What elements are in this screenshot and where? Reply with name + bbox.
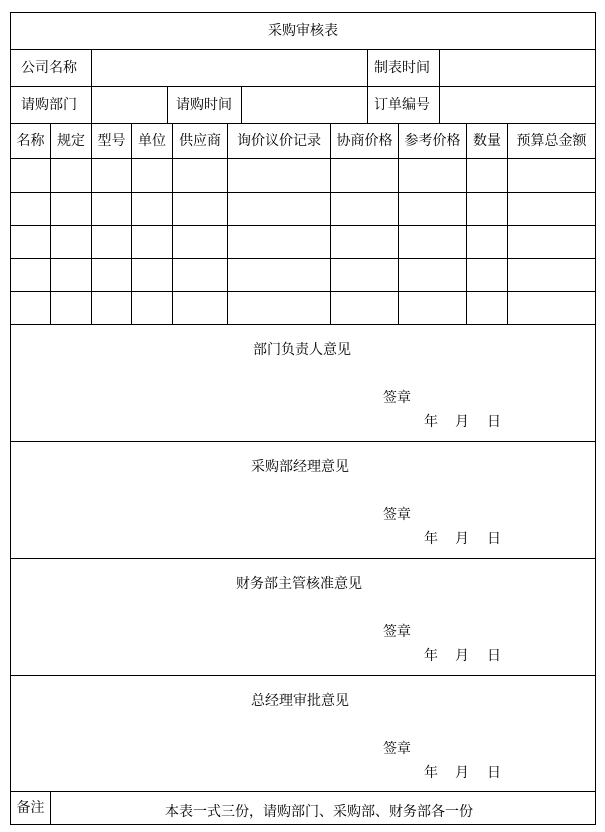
section-title: 部门负责人意见 bbox=[253, 342, 351, 358]
date-year: 年 bbox=[424, 414, 438, 430]
remark-label: 备注 bbox=[11, 792, 51, 824]
remark-row bbox=[11, 792, 595, 824]
date-year: 年 bbox=[424, 765, 438, 781]
general-manager-approval-section[interactable] bbox=[11, 676, 595, 792]
form-title-text: 采购审核表 bbox=[268, 23, 338, 39]
section-title: 采购部经理意见 bbox=[251, 459, 349, 475]
requesting-dept-field[interactable] bbox=[92, 87, 168, 124]
order-number-label: 订单编号 bbox=[368, 87, 440, 124]
col-header-supplier: 供应商 bbox=[173, 124, 228, 159]
col-header-negotiated-price: 协商价格 bbox=[331, 124, 399, 159]
item-table bbox=[11, 124, 595, 324]
signature-label: 签章 bbox=[383, 624, 411, 640]
date-month: 月 bbox=[455, 414, 469, 430]
date-day: 日 bbox=[487, 531, 501, 547]
signature-label: 签章 bbox=[383, 741, 411, 757]
purchase-review-form bbox=[10, 12, 596, 825]
col-header-spec: 规定 bbox=[51, 124, 92, 159]
finance-supervisor-opinion-section[interactable] bbox=[11, 559, 595, 676]
date-day: 日 bbox=[487, 648, 501, 664]
date-day: 日 bbox=[487, 414, 501, 430]
section-title: 财务部主管核准意见 bbox=[236, 576, 362, 592]
prepared-date-field[interactable] bbox=[440, 50, 595, 87]
col-header-quantity: 数量 bbox=[467, 124, 508, 159]
col-header-unit: 单位 bbox=[132, 124, 173, 159]
date-month: 月 bbox=[455, 648, 469, 664]
col-header-reference-price: 参考价格 bbox=[399, 124, 467, 159]
signature-label: 签章 bbox=[383, 507, 411, 523]
purchasing-manager-opinion-section[interactable] bbox=[11, 442, 595, 559]
col-header-budget-total: 预算总金额 bbox=[508, 124, 595, 159]
company-name-field[interactable] bbox=[92, 50, 368, 87]
prepared-date-label: 制表时间 bbox=[368, 50, 440, 87]
date-day: 日 bbox=[487, 765, 501, 781]
remark-text: 本表一式三份，请购部门、采购部、财务部各一份 bbox=[165, 804, 473, 820]
date-year: 年 bbox=[424, 531, 438, 547]
signature-label: 签章 bbox=[383, 390, 411, 406]
form-title bbox=[11, 13, 595, 50]
col-header-name: 名称 bbox=[11, 124, 51, 159]
date-month: 月 bbox=[455, 531, 469, 547]
date-month: 月 bbox=[455, 765, 469, 781]
request-time-label: 请购时间 bbox=[168, 87, 242, 124]
dept-head-opinion-section[interactable] bbox=[11, 325, 595, 442]
order-number-field[interactable] bbox=[440, 87, 595, 124]
section-title: 总经理审批意见 bbox=[251, 693, 349, 709]
date-year: 年 bbox=[424, 648, 438, 664]
requesting-dept-label: 请购部门 bbox=[11, 87, 92, 124]
request-time-field[interactable] bbox=[242, 87, 368, 124]
col-header-model: 型号 bbox=[92, 124, 132, 159]
company-name-label: 公司名称 bbox=[11, 50, 92, 87]
col-header-quote-record: 询价议价记录 bbox=[228, 124, 331, 159]
